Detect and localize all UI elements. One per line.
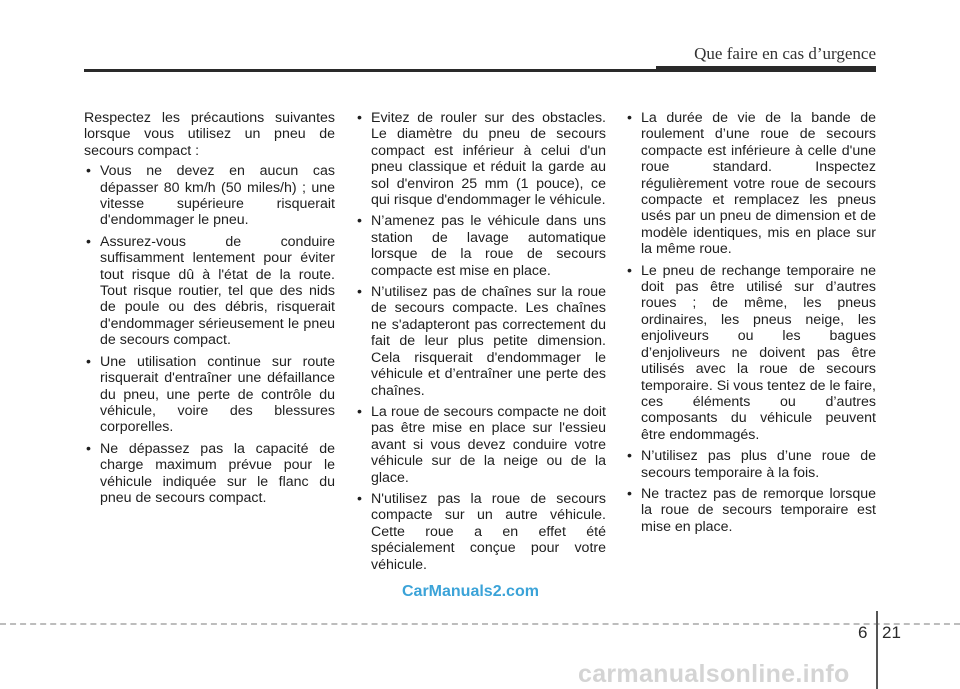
bullet-icon: • (627, 485, 632, 502)
bullet-list (84, 163, 335, 506)
list-item (355, 284, 606, 399)
page-number: 21 (882, 623, 901, 642)
list-item-text: N’utilisez pas de chaînes sur la roue de secours compacte. Les chaînes ne s'adapteront pas correctement du fait de leur plus petite dimension. Cela risquerait d'endommager le véhicule et d’entraîner une perte des chaînes. (371, 284, 606, 399)
list-item-text: Ne dépassez pas la capacité de charge maximum prévue pour le véhicule indiquée sur le flanc du pneu de secours compact. (100, 440, 335, 506)
list-item (625, 263, 876, 443)
list-item-text: Assurez-vous de conduire suffisamment lentement pour éviter tout risque dû à l'état de la route. Tout risque routier, tel que des nids de poule ou des débris, risquerait d'endommager sérieusement le pneu de secours compact. (100, 233, 335, 349)
list-item-text: La roue de secours compacte ne doit pas être mise en place sur l'essieu avant si vous devez conduire votre véhicule sur de la neige ou de la glace. (371, 403, 606, 486)
list-item (625, 110, 876, 258)
list-item-text: N'utilisez pas la roue de secours compacte sur un autre véhicule. Cette roue a en effet été spécialement conçue pour votre véhicule. (371, 490, 606, 573)
list-item (355, 491, 606, 573)
bullet-icon: • (357, 110, 362, 126)
watermark-link[interactable]: CarManuals2.com (402, 583, 539, 600)
bullet-icon: • (357, 213, 362, 230)
list-item (355, 110, 606, 208)
bullet-icon: • (86, 233, 91, 250)
list-item (84, 441, 335, 507)
footer-dashed-rule (0, 623, 960, 625)
list-item (355, 404, 606, 486)
text-column-1 (84, 110, 335, 511)
list-item-text: N’amenez pas le véhicule dans uns station de lavage automatique lorsque de la roue de secours compacte est mise en place. (371, 213, 606, 279)
header-rule (84, 69, 656, 72)
bullet-icon: • (627, 262, 632, 279)
list-item-text: Ne tractez pas de remorque lorsque la roue de secours temporaire est mise en place. (641, 485, 876, 535)
bullet-icon: • (627, 448, 632, 465)
list-item-text: Vous ne devez en aucun cas dépasser 80 km/h (50 miles/h) ; une vitesse supérieure risquerait d'endommager le pneu. (100, 163, 335, 229)
list-item-text: Une utilisation continue sur route risquerait d'entraîner une défaillance du pneu, une perte de contrôle du véhicule, voire des blessures corporelles. (100, 353, 335, 436)
list-item (625, 448, 876, 481)
chapter-number: 6 (858, 623, 868, 642)
list-item (84, 234, 335, 349)
header-rule-tab (656, 66, 876, 72)
page-separator (876, 611, 878, 689)
list-item-text: La durée de vie de la bande de roulement d’une roue de secours compacte est inférieure à celle d'une roue standard. Inspectez régulièrement votre roue de secours compacte et remplacez les pneus usés par un pneu de dimension et de modèle identiques, mis en place sur la même roue. (641, 110, 876, 258)
list-item (84, 163, 335, 229)
list-item-text: Evitez de rouler sur des obstacles. Le diamètre du pneu de secours compact est inférieur à celui d'un pneu classique et réduit la garde au sol d'environ 25 mm (1 pouce), ce qui risque d'endommager le véhicule. (371, 110, 606, 209)
list-item-text: Le pneu de rechange temporaire ne doit pas être utilisé sur d’autres roues ; de même, les pneus ordinaires, les pneus neige, les enjoliveurs ou les bagues d’enjoliveurs ne doivent pas être utilisés avec la roue de secours temporaire. Si vous tentez de le faire, ces éléments ou d’autres composants du véhicule peuvent être endommagés. (641, 262, 877, 443)
bullet-icon: • (357, 284, 362, 301)
bullet-icon: • (357, 490, 362, 507)
list-item (84, 354, 335, 436)
bullet-icon: • (86, 163, 91, 180)
list-item-text: N’utilisez pas plus d’une roue de secours temporaire à la fois. (641, 448, 876, 481)
text-column-2 (355, 110, 606, 578)
bullet-icon: • (86, 440, 91, 457)
text-column-3 (625, 110, 876, 540)
list-item (625, 486, 876, 535)
bullet-icon: • (627, 110, 632, 126)
bullet-list (625, 110, 876, 535)
bullet-list (355, 110, 606, 573)
bullet-icon: • (86, 353, 91, 370)
section-title: Que faire en cas d’urgence (694, 44, 876, 63)
bullet-icon: • (357, 403, 362, 420)
watermark-site: carmanualsonline.info (578, 660, 850, 688)
intro-paragraph: Respectez les précautions suivantes lorsque vous utilisez un pneu de secours compact : (84, 110, 335, 159)
list-item (355, 213, 606, 279)
